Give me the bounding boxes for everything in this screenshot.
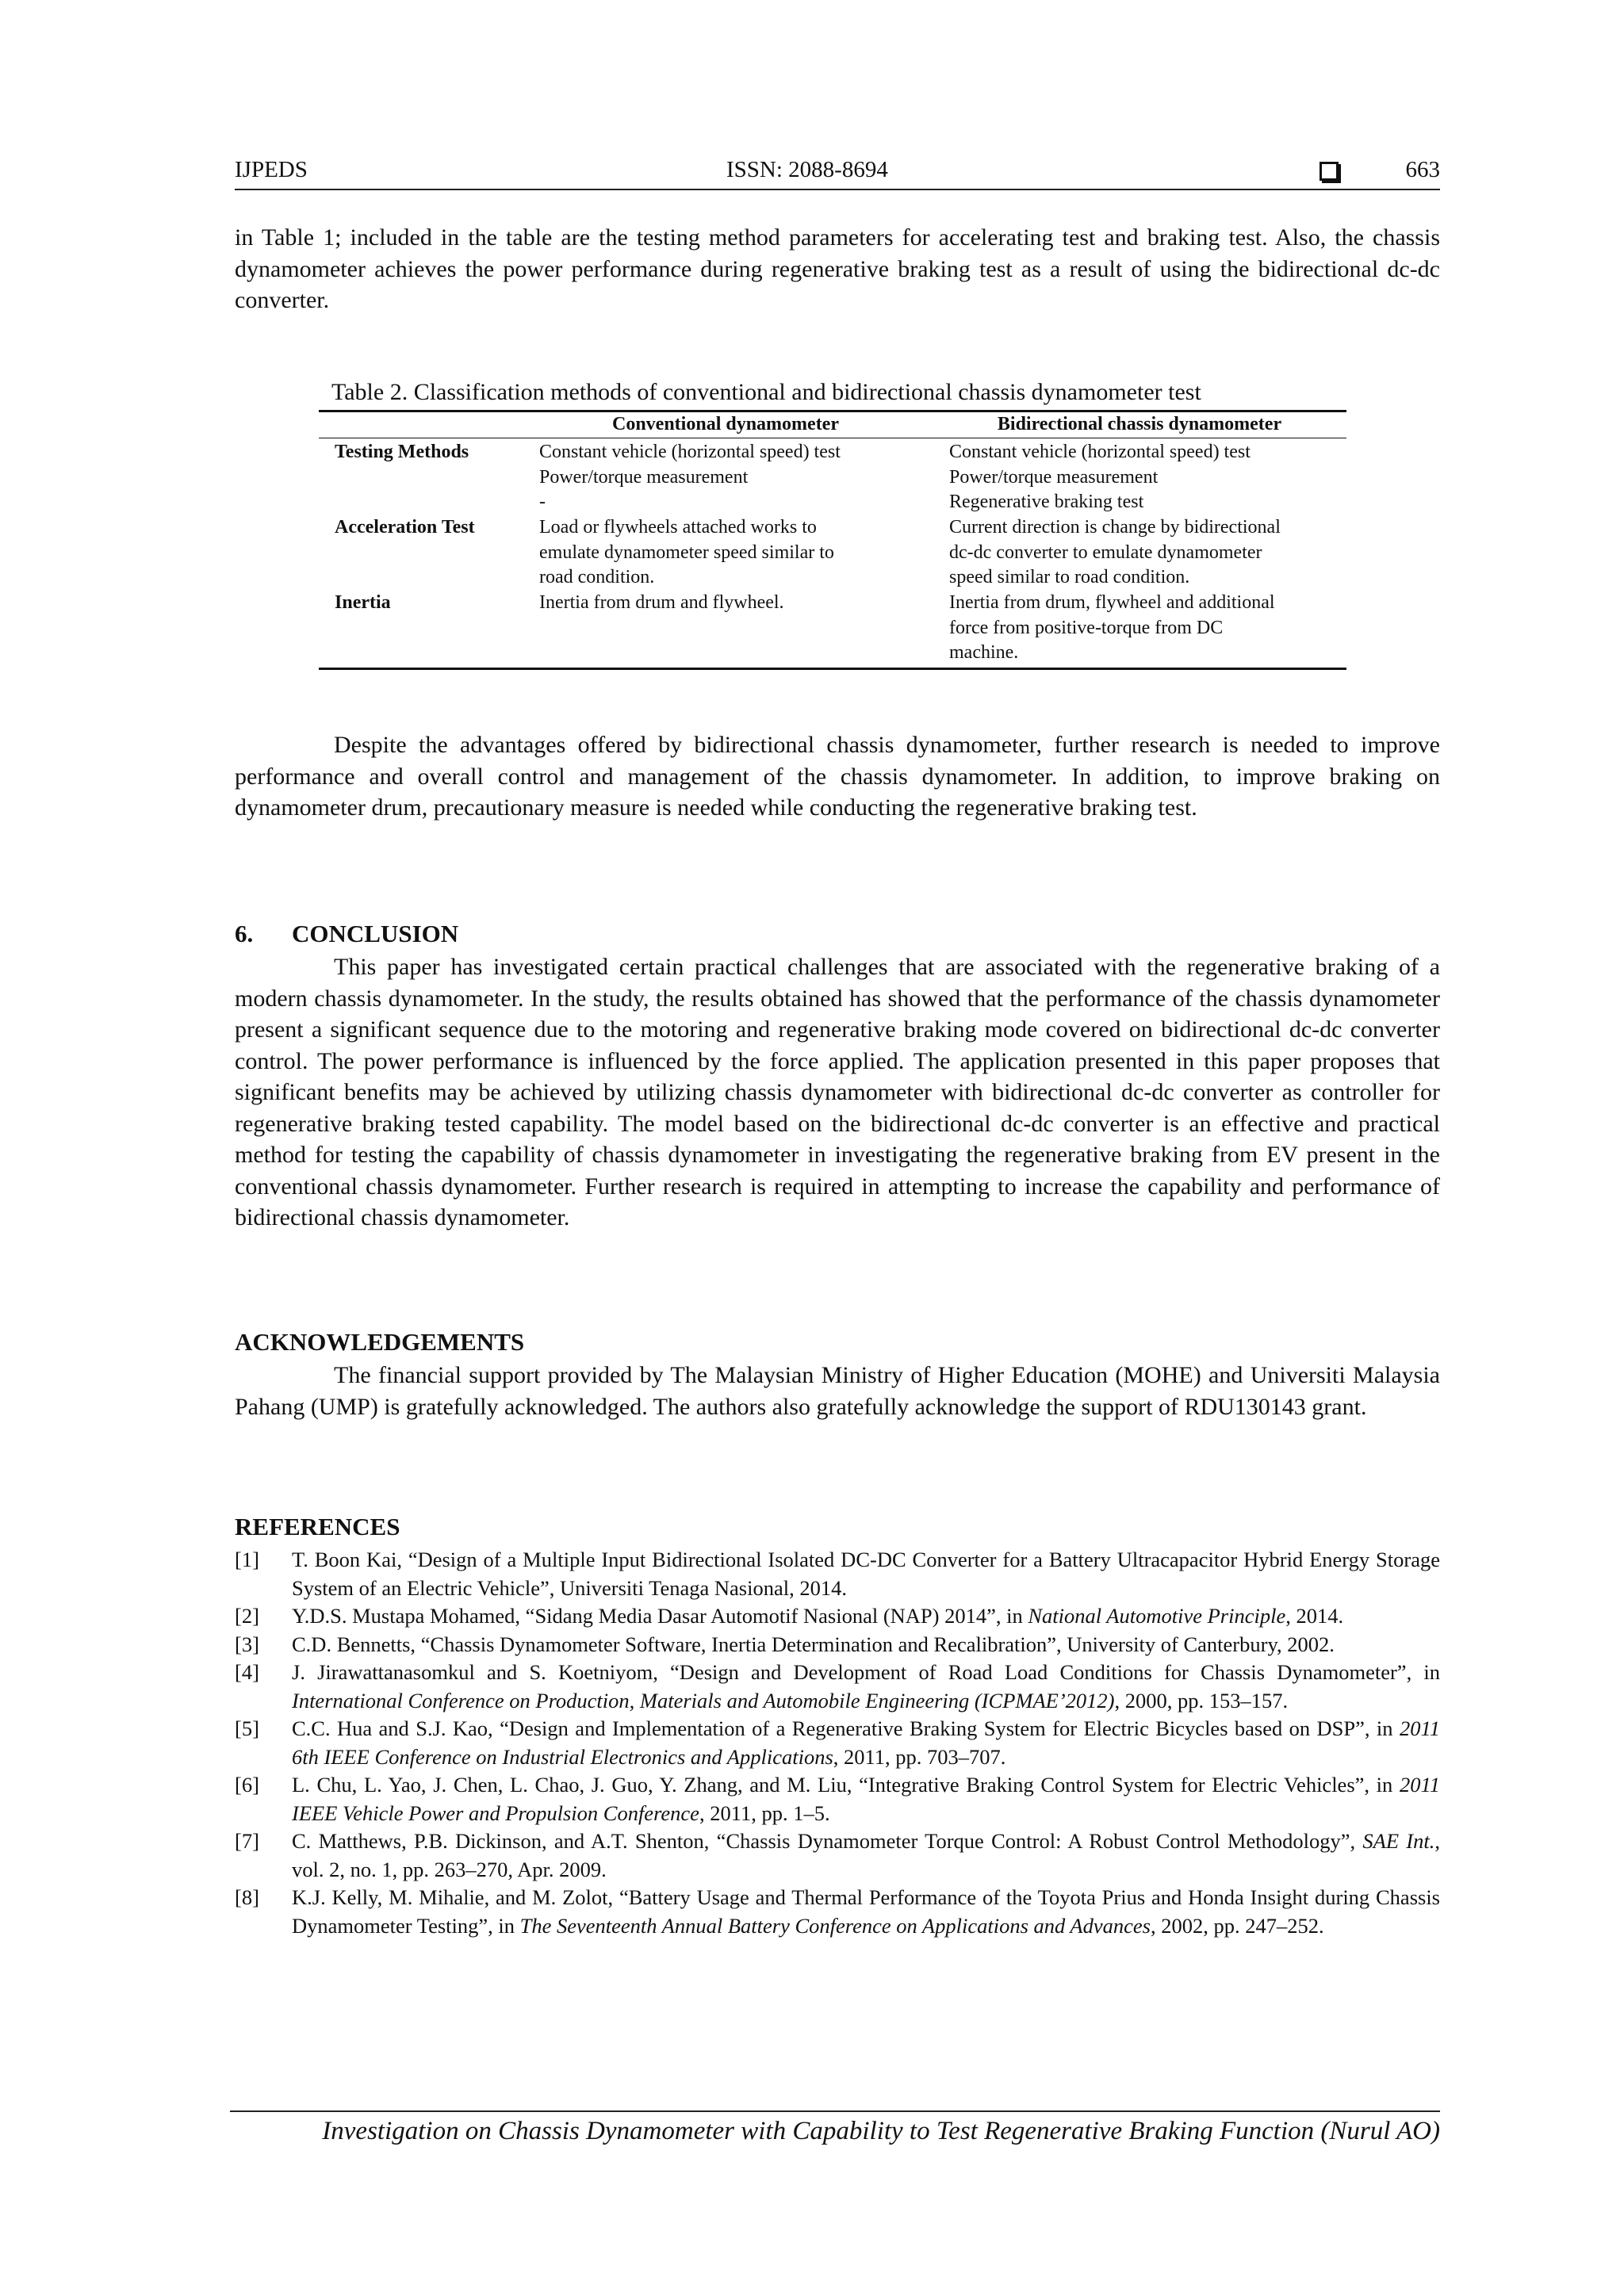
reference-item bbox=[235, 1659, 1440, 1715]
table-header-bidirectional: Bidirectional chassis dynamometer bbox=[997, 414, 1282, 434]
reference-venue: National Automotive Principle bbox=[1028, 1604, 1286, 1628]
reference-text: C. Matthews, P.B. Dickinson, and A.T. Shenton, “Chassis Dynamometer Torque Control: A Robust Control Methodology”, bbox=[292, 1829, 1363, 1853]
cell-line: Power/torque measurement bbox=[539, 466, 749, 488]
reference-details: , 2000, pp. 153–157. bbox=[1114, 1688, 1289, 1712]
cell-line: - bbox=[539, 492, 546, 512]
page-number: 663 bbox=[1405, 157, 1440, 182]
table-cell bbox=[949, 440, 1330, 515]
reference-item bbox=[235, 1631, 1440, 1659]
reference-venue: SAE Int. bbox=[1362, 1829, 1435, 1853]
table-bottom-rule bbox=[319, 668, 1346, 670]
cell-line: machine. bbox=[949, 642, 1019, 663]
table-cell bbox=[539, 591, 912, 616]
reference-number: [5] bbox=[235, 1716, 259, 1740]
reference-details: , 2014. bbox=[1285, 1604, 1344, 1628]
reference-item bbox=[235, 1771, 1440, 1827]
reference-details: , vol. 2, no. 1, pp. 263–270, Apr. 2009. bbox=[292, 1829, 1440, 1881]
conclusion-paragraph: This paper has investigated certain practical challenges that are associated with the regenerative braking of a modern chassis dynamometer. In the study, the results obtained has showed that the performance of the chassis dynamometer present a significant sequence due to the motoring and regenerative braking mode covered on bidirectional dc-dc converter control. The power performance is influenced by the force applied. The application presented in this paper proposes that significant benefits may be achieved by utilizing chassis dynamometer with bidirectional dc-dc converter as controller for regenerative braking tested capability. The model based on the bidirectional dc-dc converter is an effective and practical method for testing the capability of chassis dynamometer in investigating the regenerative braking from EV present in the conventional chassis dynamometer. Further research is required in attempting to increase the capability and performance of bidirectional chassis dynamometer. bbox=[235, 954, 1440, 1230]
table-row-label: Testing Methods bbox=[335, 442, 469, 462]
reference-number: [2] bbox=[235, 1604, 259, 1628]
reference-text: Y.D.S. Mustapa Mohamed, “Sidang Media Dasar Automotif Nasional (NAP) 2014”, in bbox=[292, 1604, 1028, 1628]
reference-list bbox=[235, 1546, 1440, 1940]
issn: ISSN: 2088-8694 bbox=[726, 157, 888, 182]
section-title: CONCLUSION bbox=[292, 920, 459, 947]
table-cell bbox=[539, 440, 912, 515]
table-row-label: Acceleration Test bbox=[335, 517, 475, 538]
checkbox-square-icon bbox=[1320, 162, 1339, 181]
cell-line: Inertia from drum, flywheel and additional bbox=[949, 592, 1275, 613]
cell-line: Power/torque measurement bbox=[949, 466, 1159, 488]
cell-line: Regenerative braking test bbox=[949, 492, 1144, 512]
table-caption: Table 2. Classification methods of conventional and bidirectional chassis dynamometer test bbox=[331, 379, 1201, 405]
reference-text: T. Boon Kai, “Design of a Multiple Input Bidirectional Isolated DC-DC Converter for a Battery Ultracapacitor Hybrid Energy Storage System of an Electric Vehicle”, Universiti Tenaga Nasional, 2014. bbox=[292, 1548, 1440, 1600]
reference-item bbox=[235, 1715, 1440, 1771]
acknowledgements-paragraph: The financial support provided by The Malaysian Ministry of Higher Education (MOHE) and Universiti Malaysia Pahang (UMP) is gratefully acknowledged. The authors also gratefully acknowledge the support of RDU130143 grant. bbox=[235, 1362, 1440, 1420]
reference-venue: 2011 6th IEEE Conference on Industrial Electronics and Applications bbox=[292, 1716, 1440, 1769]
reference-item bbox=[235, 1546, 1440, 1602]
section-heading-references: REFERENCES bbox=[235, 1513, 400, 1540]
cell-line: force from positive-torque from DC bbox=[949, 617, 1224, 638]
reference-venue: International Conference on Production, Materials and Automobile Engineering (ICPMAE’2012) bbox=[292, 1688, 1115, 1712]
reference-item bbox=[235, 1827, 1440, 1884]
footer-divider bbox=[230, 2110, 1440, 2112]
reference-number: [1] bbox=[235, 1548, 259, 1571]
section-number: 6. bbox=[235, 920, 254, 947]
cell-line: dc-dc converter to emulate dynamometer bbox=[949, 541, 1262, 563]
reference-details: , 2011, pp. 703–707. bbox=[833, 1744, 1006, 1769]
reference-item bbox=[235, 1884, 1440, 1940]
reference-number: [3] bbox=[235, 1632, 259, 1656]
reference-number: [7] bbox=[235, 1829, 259, 1853]
reference-number: [4] bbox=[235, 1660, 259, 1684]
cell-line: Constant vehicle (horizontal speed) test bbox=[539, 442, 841, 462]
reference-text: J. Jirawattanasomkul and S. Koetniyom, “Design and Development of Road Load Conditions for Chassis Dynamometer”, in bbox=[292, 1660, 1440, 1684]
cell-line: Current direction is change by bidirectional bbox=[949, 517, 1281, 538]
table-header-conventional: Conventional dynamometer bbox=[612, 414, 839, 434]
running-footer: Investigation on Chassis Dynamometer with Capability to Test Regenerative Braking Function (Nurul AO) bbox=[322, 2117, 1440, 2145]
cell-line: road condition. bbox=[539, 567, 655, 587]
section-heading-acknowledgements: ACKNOWLEDGEMENTS bbox=[235, 1328, 525, 1356]
cell-line: speed similar to road condition. bbox=[949, 567, 1190, 587]
section-heading-conclusion bbox=[235, 920, 458, 948]
reference-number: [6] bbox=[235, 1773, 259, 1797]
reference-item bbox=[235, 1602, 1440, 1631]
table-cell bbox=[539, 515, 912, 591]
header-divider bbox=[235, 189, 1440, 190]
reference-details: , 2002, pp. 247–252. bbox=[1150, 1913, 1324, 1938]
reference-text: C.C. Hua and S.J. Kao, “Design and Implementation of a Regenerative Braking System for Electric Bicycles based on DSP”, in bbox=[292, 1716, 1400, 1740]
reference-venue: 2011 IEEE Vehicle Power and Propulsion Conference bbox=[292, 1773, 1440, 1825]
reference-text: L. Chu, L. Yao, J. Chen, L. Chao, J. Guo, Y. Zhang, and M. Liu, “Integrative Braking Control System for Electric Vehicles”, in bbox=[292, 1773, 1400, 1797]
table-cell bbox=[949, 591, 1330, 666]
cell-line: Inertia from drum and flywheel. bbox=[539, 592, 784, 613]
cell-line: Constant vehicle (horizontal speed) test bbox=[949, 442, 1251, 462]
reference-text: K.J. Kelly, M. Mihalie, and M. Zolot, “Battery Usage and Thermal Performance of the Toyota Prius and Honda Insight during Chassis Dynamometer Testing”, in bbox=[292, 1885, 1440, 1938]
intro-paragraph: in Table 1; included in the table are the testing method parameters for accelerating test and braking test. Also, the chassis dynamometer achieves the power performance during regenerative braking test as a result of using the bidirectional dc-dc converter. bbox=[235, 224, 1440, 313]
discussion-paragraph: Despite the advantages offered by bidirectional chassis dynamometer, further research is needed to improve performance and overall control and management of the chassis dynamometer. In addition, to improve braking on dynamometer drum, precautionary measure is needed while conducting the regenerative braking test. bbox=[235, 732, 1440, 821]
reference-number: [8] bbox=[235, 1885, 259, 1909]
running-header bbox=[235, 157, 1440, 186]
cell-line: Load or flywheels attached works to bbox=[539, 517, 817, 538]
table-cell bbox=[949, 515, 1330, 591]
table-row-label: Inertia bbox=[335, 592, 391, 613]
cell-line: emulate dynamometer speed similar to bbox=[539, 541, 834, 563]
reference-details: , 2011, pp. 1–5. bbox=[699, 1800, 830, 1825]
reference-venue: The Seventeenth Annual Battery Conference on Applications and Advances bbox=[519, 1913, 1151, 1938]
reference-text: C.D. Bennetts, “Chassis Dynamometer Software, Inertia Determination and Recalibration”, University of Canterbury, 2002. bbox=[292, 1632, 1335, 1656]
journal-name: IJPEDS bbox=[235, 157, 308, 182]
